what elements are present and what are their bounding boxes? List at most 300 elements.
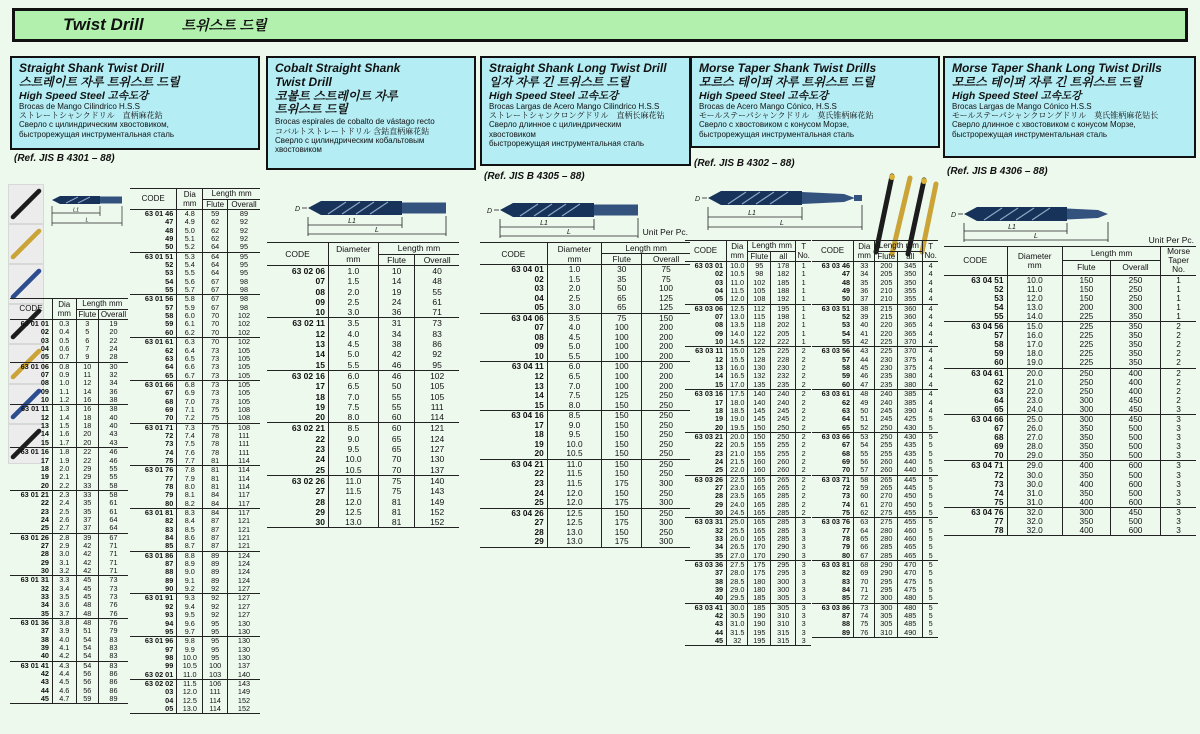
table-row: 55 14.0 225 350 1 [944, 312, 1196, 322]
table-row: 84 8.6 87 121 [130, 534, 260, 542]
table-row: 13 16.0 130 230 2 [685, 364, 811, 372]
text-line: быстрорежущая инструментальная сталь [489, 139, 645, 149]
table-row: 54 13.0 200 300 1 [944, 303, 1196, 312]
table-row: 63 03 46 33 200 345 4 [812, 262, 938, 271]
table-row: 23 2.5 35 61 [10, 508, 128, 516]
table-row: 09 2.5 24 61 [267, 297, 459, 307]
section-title [489, 62, 682, 90]
svg-text:L1: L1 [348, 218, 356, 225]
table-row: 25 22.0 160 260 2 [685, 466, 811, 475]
table-row: 60 6.2 70 102 [130, 329, 260, 338]
text-line: ストレートシャンクドリル 直柄麻花鉆 [19, 111, 163, 120]
table-row: 27 2.9 42 71 [10, 542, 128, 550]
table-row: 63 04 66 25.0 300 450 3 [944, 415, 1196, 425]
table-row: 89 76 310 490 5 [812, 629, 938, 638]
table-row: 34 3.6 48 76 [10, 601, 128, 609]
table-row: 80 67 285 465 5 [812, 552, 938, 561]
section-descriptions [275, 117, 467, 155]
table-row: 13 7.0 100 200 [480, 382, 690, 392]
morse-taper-shank-table-2: CODE Dia mm Length mm T No. Flute all 63 03 46 33 200 345 4 47 34 205 350 4 48 35 205 350 4 49 36 210 355 4 50 37 210 355 4 63 03 51 38 215 360 4 52 39 215 360 4 53 40 220 365 4 54 41 220 365 4 55 42 225 370 4 63 03 56 43 225 370 4 57 44 230 375 4 58 45 230 375 4 59 46 235 380 4 60 47 235 380 4 63 03 61 48 240 385 4 62 49 240 385 4 63 50 245 390 4 64 51 245 425 5 65 52 250 430 5 63 03 66 53 250 430 5 67 54 255 435 5 68 55 255 435 5 69 56 260 440 5 70 57 260 440 5 63 03 71 58 265 445 5 72 59 265 445 5 73 60 270 450 5 74 61 270 450 5 75 62 275 455 5 63 03 76 63 275 455 5 77 64 280 460 5 78 65 280 460 5 79 66 285 465 5 80 67 285 465 5 63 03 81 68 290 470 5 82 69 290 470 5 83 70 295 475 5 84 71 295 475 5 85 72 300 480 5 63 03 86 73 300 480 5 87 74 305 485 5 88 75 305 485 5 89 76 310 490 5 [812, 240, 938, 638]
table-row: 07 1.5 14 48 [267, 276, 459, 286]
table-row: 64 23.0 300 450 2 [944, 396, 1196, 405]
table-row: 63 04 06 3.5 75 150 [480, 313, 690, 323]
table-row: 63 04 16 8.5 150 250 [480, 411, 690, 421]
table-row: 44 31.5 195 315 3 [685, 629, 811, 637]
table-row: 23 9.5 65 127 [267, 444, 459, 454]
table-row: 63 04 76 32.0 300 450 3 [944, 507, 1196, 517]
table-row: 04 0.6 7 24 [10, 345, 128, 353]
table-row: 63 04 56 15.0 225 350 2 [944, 322, 1196, 332]
table-row: 77 64 280 460 5 [812, 527, 938, 535]
table-row: 55 5.7 67 98 [130, 286, 260, 295]
text-line: Сверло с цилиндрическим хвостовиком, [19, 120, 169, 130]
table-row: 63 01 56 5.8 67 98 [130, 295, 260, 304]
table-row: 84 71 295 475 5 [812, 586, 938, 594]
svg-text:L1: L1 [540, 220, 548, 227]
table-row: 15 17.0 135 235 2 [685, 381, 811, 390]
table-row: 23 21.0 155 255 2 [685, 450, 811, 458]
text-line: Morse Taper Shank Long Twist Drills [952, 61, 1162, 75]
section-subtitle: High Speed Steel 고속도강 [489, 89, 619, 102]
table-row: 64 6.6 73 105 [130, 363, 260, 371]
table-row: 57 16.0 225 350 2 [944, 331, 1196, 340]
text-line: Twist Drill [275, 74, 332, 89]
table-row: 63 03 31 25.0 165 285 3 [685, 518, 811, 527]
table-row: 13 4.5 38 86 [267, 339, 459, 349]
table-row: 20 8.0 60 114 [267, 412, 459, 423]
table-row: 63 02 01 11.0 103 140 [130, 671, 260, 680]
table-row: 29 13.0 175 300 [480, 537, 690, 547]
table-row: 18 7.0 55 105 [267, 392, 459, 402]
table-row: 19 10.0 150 250 [480, 440, 690, 450]
table-row: 05 0.7 9 28 [10, 353, 128, 362]
table-row: 43 31.0 190 310 3 [685, 620, 811, 628]
section-header-straight-shank [10, 56, 260, 150]
table-row: 27 12.5 175 300 [480, 518, 690, 528]
table-row: 97 9.9 95 130 [130, 646, 260, 654]
table-row: 04 11.5 105 188 1 [685, 287, 811, 295]
table-row: 28 12.0 81 149 [267, 497, 459, 507]
section-ref: (Ref. JIS B 4302 – 88) [694, 158, 795, 169]
table-row: 74 31.0 350 500 3 [944, 489, 1196, 498]
page-title-korean: 트위스트 드릴 [181, 17, 267, 33]
table-row: 82 8.4 87 121 [130, 517, 260, 525]
table-row: 62 49 240 385 4 [812, 399, 938, 407]
table-row: 58 6.0 70 102 [130, 312, 260, 320]
table-row: 75 31.0 400 600 3 [944, 498, 1196, 508]
table-row: 58 45 230 375 4 [812, 364, 938, 372]
table-row: 78 32.0 400 600 3 [944, 526, 1196, 536]
table-row: 18 18.5 145 245 2 [685, 407, 811, 415]
section-header-morse-taper [690, 56, 940, 148]
table-row: 72 7.4 78 111 [130, 432, 260, 440]
table-row: 49 36 210 355 4 [812, 287, 938, 295]
table-row: 63 01 21 2.3 33 58 [10, 490, 128, 499]
table-row: 65 24.0 300 450 3 [944, 405, 1196, 415]
svg-text:L1: L1 [1008, 224, 1016, 231]
table-row: 24 12.0 150 250 [480, 489, 690, 499]
table-row: 19 19.0 145 245 2 [685, 415, 811, 423]
table-row: 49 5.1 62 92 [130, 235, 260, 243]
table-row: 63 03 06 12.5 112 195 1 [685, 304, 811, 313]
table-row: 72 59 265 445 5 [812, 484, 938, 492]
table-row: 63 03 11 15.0 125 225 2 [685, 347, 811, 356]
table-row: 15 5.5 46 95 [267, 360, 459, 371]
section-title [952, 62, 1187, 90]
table-row: 72 30.0 350 500 3 [944, 471, 1196, 480]
table-row: 05 13.0 114 152 [130, 705, 260, 714]
text-line: 모르스 테이퍼 자루 긴 트위스트 드릴 [952, 74, 1143, 89]
table-row: 94 9.6 95 130 [130, 620, 260, 628]
table-row: 65 52 250 430 5 [812, 424, 938, 433]
table-row: 52 5.4 64 95 [130, 261, 260, 269]
table-row: 63 01 16 1.8 22 46 [10, 448, 128, 457]
table-row: 08 13.5 118 202 1 [685, 321, 811, 329]
section-title [19, 62, 251, 90]
table-row: 42 30.5 190 310 3 [685, 612, 811, 620]
table-row: 28 3.0 42 71 [10, 550, 128, 558]
table-row: 17 9.0 150 250 [480, 421, 690, 431]
table-row: 63 01 11 1.3 16 38 [10, 405, 128, 414]
text-line: Сверло длинное с цилиндрическим [489, 120, 622, 130]
table-row: 44 4.6 56 86 [10, 687, 128, 695]
svg-text:L: L [567, 229, 571, 236]
table-row: 45 4.7 59 89 [10, 695, 128, 704]
table-row: 30 24.5 165 285 2 [685, 509, 811, 518]
table-row: 08 1.0 12 34 [10, 379, 128, 387]
drill-diagram-icon [292, 184, 468, 238]
table-row: 28 13.0 150 250 [480, 528, 690, 538]
table-row: 09 5.0 100 200 [480, 342, 690, 352]
table-row: 63 01 46 4.8 59 89 [130, 210, 260, 219]
table-row: 63 01 96 9.8 95 130 [130, 637, 260, 646]
section-subtitle: High Speed Steel 고속도강 [952, 89, 1082, 102]
text-line: Brocas espirales de cobalto de vástago recto [275, 117, 435, 127]
table-row: 68 7.0 73 105 [130, 398, 260, 406]
table-row: 24 2.6 37 64 [10, 516, 128, 524]
text-line: モールステーパシャンクロングドリル 莫氏锥柄麻花钻长 [952, 111, 1159, 120]
table-row: 29 12.5 81 152 [267, 507, 459, 517]
section-subtitle: High Speed Steel 고속도강 [19, 89, 149, 102]
table-row: 63 03 21 20.0 150 250 2 [685, 432, 811, 441]
svg-text:L: L [780, 220, 784, 227]
table-row: 40 29.5 185 305 3 [685, 594, 811, 603]
table-row: 63 02 16 6.0 46 102 [267, 370, 459, 381]
section-title [699, 62, 931, 90]
section-ref: (Ref. JIS B 4306 – 88) [947, 166, 1048, 177]
table-row: 63 04 26 12.5 150 250 [480, 508, 690, 518]
table-straight-shank-long [480, 242, 690, 548]
table-row: 03 0.5 6 22 [10, 337, 128, 345]
table-row: 45 32 195 315 3 [685, 637, 811, 646]
text-line: хвостовиком [275, 145, 322, 155]
table-row: 14 1.6 20 43 [10, 430, 128, 438]
text-line: Сверло длинное с хвостовиком с конусом Морзе, [952, 120, 1136, 130]
table-row: 63 01 66 6.8 73 105 [130, 380, 260, 389]
table-row: 63 6.5 73 105 [130, 355, 260, 363]
table-row: 09 1.1 14 36 [10, 388, 128, 396]
table-row: 63 02 26 11.0 75 140 [267, 475, 459, 486]
table-row: 63 03 26 22.5 165 265 2 [685, 475, 811, 484]
section-header-morse-taper-long [943, 56, 1196, 158]
table-row: 63 01 31 3.3 45 73 [10, 576, 128, 585]
table-row: 07 0.9 11 32 [10, 371, 128, 379]
table-row: 33 3.5 45 73 [10, 593, 128, 601]
table-row: 17 18.0 140 240 2 [685, 399, 811, 407]
table-row: 63 01 01 0.3 3 19 [10, 320, 128, 329]
table-row: 67 54 255 435 5 [812, 441, 938, 449]
table-row: 37 28.0 175 295 3 [685, 569, 811, 577]
table-straight-shank-2 [130, 188, 260, 714]
table-row: 63 01 76 7.8 81 114 [130, 466, 260, 475]
table-row: 80 8.2 84 117 [130, 500, 260, 509]
table-row: 63 01 51 5.3 64 95 [130, 252, 260, 261]
table-row: 79 8.1 84 117 [130, 491, 260, 499]
table-row: 12 6.5 100 200 [480, 372, 690, 382]
section-subtitle: High Speed Steel 고속도강 [699, 89, 829, 102]
table-cobalt-straight-shank [267, 242, 459, 528]
table-row: 63 03 36 27.5 175 295 3 [685, 561, 811, 570]
table-row: 63 03 61 48 240 385 4 [812, 390, 938, 399]
table-row: 93 9.5 92 127 [130, 611, 260, 619]
table-row: 13 1.5 18 40 [10, 422, 128, 430]
taper-drill-diagram-icon [692, 172, 868, 234]
straight-shank-long-table: CODE Diameter mm Length mm Flute Overall 63 04 01 1.0 30 75 02 1.5 35 75 03 2.0 50 100 04 2.5 65 125 05 3.0 65 125 63 04 06 3.5 75 150 07 4.0 100 200 08 4.5 100 200 09 5.0 100 200 10 5.5 100 200 63 04 11 6.0 100 200 12 6.5 100 200 13 7.0 100 200 14 7.5 125 250 15 8.0 150 250 63 04 16 8.5 150 250 17 9.0 150 250 18 9.5 150 250 19 10.0 150 250 20 10.5 150 250 63 04 21 11.0 150 250 22 11.5 150 250 23 11.5 175 300 24 12.0 150 250 25 12.0 175 300 63 04 26 12.5 150 250 27 12.5 175 300 28 13.0 150 250 29 13.0 175 300 [480, 242, 690, 548]
table-row: 69 7.1 75 108 [130, 406, 260, 414]
straight-shank-table-2: CODE Dia mm Length mm Flute Overall 63 01 46 4.8 59 89 47 4.9 62 92 48 5.0 62 92 49 5.1 62 92 50 5.2 64 95 63 01 51 5.3 64 95 52 5.4 64 95 53 5.5 64 95 54 5.6 67 98 55 5.7 67 98 63 01 56 5.8 67 98 57 5.9 67 98 58 6.0 70 102 59 6.1 70 102 60 6.2 70 102 63 01 61 6.3 70 102 62 6.4 73 105 63 6.5 73 105 64 6.6 73 105 65 6.7 73 105 63 01 66 6.8 73 105 67 6.9 73 105 68 7.0 73 105 69 7.1 75 108 70 7.2 75 108 63 01 71 7.3 75 108 72 7.4 78 111 73 7.5 78 111 74 7.6 78 111 75 7.7 81 114 63 01 76 7.8 81 114 77 7.9 81 114 78 8.0 81 114 79 8.1 84 117 80 8.2 84 117 63 01 81 8.3 84 117 82 8.4 87 121 83 8.5 87 121 84 8.6 87 121 85 8.7 87 121 63 01 86 8.8 89 124 87 8.9 89 124 88 9.0 89 124 89 9.1 89 124 90 9.2 92 127 63 01 91 9.3 92 127 92 9.4 92 127 93 9.5 92 127 94 9.6 95 130 95 9.7 95 130 63 01 96 9.8 95 130 97 9.9 95 130 98 10.0 95 130 99 10.5 100 137 63 02 01 11.0 103 140 63 02 02 11.5 106 143 03 12.0 111 149 04 12.5 114 152 05 13.0 114 152 [130, 188, 260, 714]
table-row: 59 6.1 70 102 [130, 320, 260, 328]
section-descriptions [489, 102, 682, 149]
table-row: 39 29.0 180 300 3 [685, 586, 811, 594]
table-row: 02 0.4 5 20 [10, 328, 128, 336]
table-row: 30 3.2 42 71 [10, 567, 128, 576]
table-row: 63 04 21 11.0 150 250 [480, 459, 690, 469]
table-straight-shank-1 [10, 298, 128, 704]
table-row: 03 11.0 102 185 1 [685, 279, 811, 287]
page-title: Twist Drill [63, 15, 144, 34]
table-row: 42 4.4 56 86 [10, 670, 128, 678]
table-row: 78 8.0 81 114 [130, 483, 260, 491]
table-row: 03 2.0 50 100 [480, 284, 690, 294]
table-row: 04 2.5 65 125 [480, 294, 690, 304]
table-row: 34 26.5 170 290 3 [685, 543, 811, 551]
table-row: 22 9.0 65 124 [267, 434, 459, 444]
table-row: 37 3.9 51 79 [10, 627, 128, 635]
table-row: 18 2.0 29 55 [10, 465, 128, 473]
table-row: 73 7.5 78 111 [130, 440, 260, 448]
table-row: 38 4.0 54 83 [10, 636, 128, 644]
section-header-cobalt [266, 56, 476, 170]
table-row: 83 8.5 87 121 [130, 526, 260, 534]
text-line: 트위스트 드릴 [275, 102, 348, 117]
table-row: 17 6.5 50 105 [267, 381, 459, 391]
table-row: 35 27.0 170 290 3 [685, 552, 811, 561]
table-row: 02 1.5 35 75 [480, 275, 690, 285]
table-row: 20 10.5 150 250 [480, 449, 690, 459]
table-row: 12 15.5 128 228 2 [685, 356, 811, 364]
table-row: 63 03 71 58 265 445 5 [812, 475, 938, 484]
table-row: 57 5.9 67 98 [130, 304, 260, 312]
table-row: 52 39 215 360 4 [812, 313, 938, 321]
page-banner [12, 8, 1188, 42]
table-row: 85 8.7 87 121 [130, 542, 260, 551]
table-row: 10 5.5 100 200 [480, 352, 690, 362]
table-row: 74 7.6 78 111 [130, 449, 260, 457]
table-row: 63 03 56 43 225 370 4 [812, 347, 938, 356]
table-row: 60 47 235 380 4 [812, 381, 938, 390]
text-line: Morse Taper Shank Twist Drills [699, 61, 877, 75]
table-row: 63 04 71 29.0 400 600 3 [944, 461, 1196, 471]
table-row: 69 56 260 440 5 [812, 458, 938, 466]
text-line: Straight Shank Long Twist Drill [489, 61, 667, 75]
table-row: 25 10.5 70 137 [267, 465, 459, 476]
table-row: 53 40 220 365 4 [812, 321, 938, 329]
table-row: 54 41 220 365 4 [812, 330, 938, 338]
table-row: 69 28.0 350 500 3 [944, 442, 1196, 451]
text-line: быстрорежущая инструментальная сталь [952, 129, 1108, 139]
table-morse-taper-2 [812, 240, 938, 638]
straight-shank-table-1: CODE Dia mm Length mm Flute Overall 63 01 01 0.3 3 19 02 0.4 5 20 03 0.5 6 22 04 0.6 7 24 05 0.7 9 28 63 01 06 0.8 10 30 07 0.9 11 32 08 1.0 12 34 09 1.1 14 36 10 1.2 16 38 63 01 11 1.3 16 38 12 1.4 18 40 13 1.5 18 40 14 1.6 20 43 15 1.7 20 43 63 01 16 1.8 22 46 17 1.9 22 46 18 2.0 29 55 19 2.1 29 55 20 2.2 33 58 63 01 21 2.3 33 58 22 2.4 35 61 23 2.5 35 61 24 2.6 37 64 25 2.7 37 64 63 01 26 2.8 39 67 27 2.9 42 71 28 3.0 42 71 29 3.1 42 71 30 3.2 42 71 63 01 31 3.3 45 73 32 3.4 45 73 33 3.5 45 73 34 3.6 48 76 35 3.7 48 76 63 01 36 3.8 48 76 37 3.9 51 79 38 4.0 54 83 39 4.1 54 83 40 4.2 54 83 63 01 41 4.3 54 83 42 4.4 56 86 43 4.5 56 86 44 4.6 56 86 45 4.7 59 89 [10, 298, 128, 704]
table-row: 70 57 260 440 5 [812, 466, 938, 475]
table-row: 83 70 295 475 5 [812, 578, 938, 586]
table-row: 63 01 71 7.3 75 108 [130, 423, 260, 432]
svg-text:L: L [85, 217, 89, 224]
table-row: 95 9.7 95 130 [130, 628, 260, 637]
table-row: 08 4.5 100 200 [480, 333, 690, 343]
text-line: Straight Shank Twist Drill [19, 61, 164, 75]
table-row: 24 10.0 70 130 [267, 454, 459, 464]
table-row: 48 35 205 350 4 [812, 279, 938, 287]
svg-text:L: L [1034, 233, 1038, 240]
morse-taper-shank-table-1: CODE Dia mm Length mm T No. Flute all 63 03 01 10.0 95 178 1 02 10.5 98 182 1 03 11.0 102 185 1 04 11.5 105 188 1 05 12.0 108 192 1 63 03 06 12.5 112 195 1 07 13.0 115 198 1 08 13.5 118 202 1 09 14.0 122 205 1 10 14.5 122 222 1 63 03 11 15.0 125 225 2 12 15.5 128 228 2 13 16.0 130 230 2 14 16.5 132 232 2 15 17.0 135 235 2 63 03 16 17.5 140 240 2 17 18.0 140 240 2 18 18.5 145 245 2 19 19.0 145 245 2 20 19.5 150 250 2 63 03 21 20.0 150 250 2 22 20.5 155 255 2 23 21.0 155 255 2 24 21.5 160 260 2 25 22.0 160 260 2 63 03 26 22.5 165 265 2 27 23.0 165 265 2 28 23.5 165 285 2 29 24.0 165 285 2 30 24.5 165 285 2 63 03 31 25.0 165 285 3 32 25.5 165 285 3 33 26.0 165 285 3 34 26.5 170 290 3 35 27.0 170 290 3 63 03 36 27.5 175 295 3 37 28.0 175 295 3 38 28.5 180 300 3 39 29.0 180 300 3 40 29.5 185 305 3 63 03 41 30.0 185 305 3 42 30.5 190 310 3 43 31.0 190 310 3 44 31.5 195 315 3 45 32 195 315 3 [685, 240, 811, 646]
table-row: 35 3.7 48 76 [10, 610, 128, 619]
table-row: 47 34 205 350 4 [812, 270, 938, 278]
table-row: 03 12.0 111 149 [130, 688, 260, 696]
table-row: 17 1.9 22 46 [10, 457, 128, 465]
table-row: 68 55 255 435 5 [812, 450, 938, 458]
table-row: 14 5.0 42 92 [267, 349, 459, 359]
table-row: 05 12.0 108 192 1 [685, 295, 811, 304]
table-row: 63 01 86 8.8 89 124 [130, 551, 260, 560]
table-row: 22 2.4 35 61 [10, 499, 128, 507]
table-row: 20 19.5 150 250 2 [685, 424, 811, 433]
table-morse-taper-long [944, 246, 1196, 536]
table-row: 14 7.5 125 250 [480, 391, 690, 401]
table-row: 75 62 275 455 5 [812, 509, 938, 518]
section-header-straight-long [480, 56, 691, 166]
table-row: 43 4.5 56 86 [10, 678, 128, 686]
table-row: 58 17.0 225 350 2 [944, 340, 1196, 349]
text-line: хвостовиком [489, 129, 536, 139]
table-row: 77 7.9 81 114 [130, 475, 260, 483]
text-line: быстрорежущая инструментальная сталь [19, 129, 175, 139]
table-row: 29 3.1 42 71 [10, 559, 128, 567]
text-line: モールステーパシャンクドリル 莫氏锥柄麻花鉆 [699, 111, 874, 120]
text-line: Brocas Largas de Acero Mango Cilindrico H.S.S [489, 101, 660, 111]
text-line: Cobalt Straight Shank [275, 61, 401, 75]
table-row: 05 3.0 65 125 [480, 303, 690, 313]
text-line: コバルトストレートドリル 含鈷直柄麻花鉆 [275, 126, 430, 136]
table-row: 32 3.4 45 73 [10, 585, 128, 593]
table-morse-taper-1 [685, 240, 811, 646]
table-row: 90 9.2 92 127 [130, 585, 260, 594]
table-row: 40 4.2 54 83 [10, 652, 128, 661]
table-row: 63 03 76 63 275 455 5 [812, 518, 938, 527]
text-line: Brocas de Acero Mango Cónico, H.S.S [699, 101, 837, 111]
table-row: 63 01 26 2.8 39 67 [10, 533, 128, 542]
table-row: 68 27.0 350 500 3 [944, 433, 1196, 442]
table-row: 53 12.0 150 250 1 [944, 294, 1196, 303]
table-row: 47 4.9 62 92 [130, 218, 260, 226]
table-row: 22 11.5 150 250 [480, 469, 690, 479]
table-row: 32 25.5 165 285 3 [685, 527, 811, 535]
table-row: 60 19.0 225 350 2 [944, 358, 1196, 368]
table-row: 59 46 235 380 4 [812, 372, 938, 380]
table-row: 63 03 81 68 290 470 5 [812, 561, 938, 570]
table-row: 87 74 305 485 5 [812, 612, 938, 620]
section-descriptions [699, 102, 931, 140]
table-row: 65 6.7 73 105 [130, 372, 260, 381]
table-row: 63 22.0 250 400 2 [944, 387, 1196, 396]
table-row: 33 26.0 165 285 3 [685, 535, 811, 543]
table-row: 38 28.5 180 300 3 [685, 578, 811, 586]
table-row: 63 02 11 3.5 31 73 [267, 318, 459, 329]
table-row: 63 04 11 6.0 100 200 [480, 362, 690, 372]
table-row: 82 69 290 470 5 [812, 569, 938, 577]
table-row: 63 03 66 53 250 430 5 [812, 432, 938, 441]
table-row: 63 50 245 390 4 [812, 407, 938, 415]
table-row: 19 7.5 55 111 [267, 402, 459, 412]
table-row: 75 7.7 81 114 [130, 457, 260, 466]
text-line: Сверло с цилиндрическим кобальтовым [275, 136, 425, 145]
text-line: Сверло с хвостовиком с конусом Морзе, [699, 120, 849, 130]
table-row: 88 75 305 485 5 [812, 620, 938, 628]
table-row: 67 6.9 73 105 [130, 389, 260, 397]
table-row: 08 2.0 19 55 [267, 287, 459, 297]
table-row: 25 12.0 175 300 [480, 498, 690, 508]
svg-text:D: D [951, 212, 957, 219]
section-ref: (Ref. JIS B 4301 – 88) [14, 153, 115, 164]
table-row: 64 51 245 425 5 [812, 415, 938, 423]
table-row: 39 4.1 54 83 [10, 644, 128, 652]
table-row: 73 30.0 400 600 3 [944, 480, 1196, 489]
table-row: 85 72 300 480 5 [812, 594, 938, 603]
table-row: 62 21.0 250 400 2 [944, 378, 1196, 387]
table-row: 10 1.2 16 38 [10, 396, 128, 405]
table-row: 15 1.7 20 43 [10, 439, 128, 448]
unit-per-pc-label: Unit Per Pc. [642, 227, 688, 237]
text-line: Brocas de Mango Cilindrico H.S.S [19, 101, 140, 111]
cobalt-straight-shank-table: CODE Diameter mm Length mm Flute Overall 63 02 06 1.0 10 40 07 1.5 14 48 08 2.0 19 55 09 2.5 24 61 10 3.0 36 71 63 02 11 3.5 31 73 12 4.0 34 83 13 4.5 38 86 14 5.0 42 92 15 5.5 46 95 63 02 16 6.0 46 102 17 6.5 50 105 18 7.0 55 105 19 7.5 55 111 20 8.0 60 114 63 02 21 8.5 60 121 22 9.0 65 124 23 9.5 65 127 24 10.0 70 130 25 10.5 70 137 63 02 26 11.0 75 140 27 11.5 75 143 28 12.0 81 149 29 12.5 81 152 30 13.0 81 152 [267, 242, 459, 528]
table-row: 63 02 02 11.5 106 143 [130, 679, 260, 688]
table-row: 79 66 285 465 5 [812, 543, 938, 551]
table-row: 73 60 270 450 5 [812, 492, 938, 500]
table-row: 67 26.0 350 500 3 [944, 424, 1196, 433]
table-row: 70 29.0 350 500 3 [944, 451, 1196, 461]
table-row: 77 32.0 350 500 3 [944, 517, 1196, 526]
table-row: 78 65 280 460 5 [812, 535, 938, 543]
table-row: 62 6.4 73 105 [130, 347, 260, 355]
text-line: ストレートシャンクロングドリル 直柄长麻花钻 [489, 111, 665, 120]
drill-diagram-icon [484, 186, 660, 240]
table-row: 53 5.5 64 95 [130, 269, 260, 277]
table-row: 15 8.0 150 250 [480, 401, 690, 411]
table-row: 63 01 91 9.3 92 127 [130, 594, 260, 603]
table-row: 63 04 61 20.0 250 400 2 [944, 368, 1196, 378]
table-row: 63 01 61 6.3 70 102 [130, 338, 260, 347]
svg-text:L: L [375, 227, 379, 234]
drill-diagram-icon [48, 186, 128, 228]
